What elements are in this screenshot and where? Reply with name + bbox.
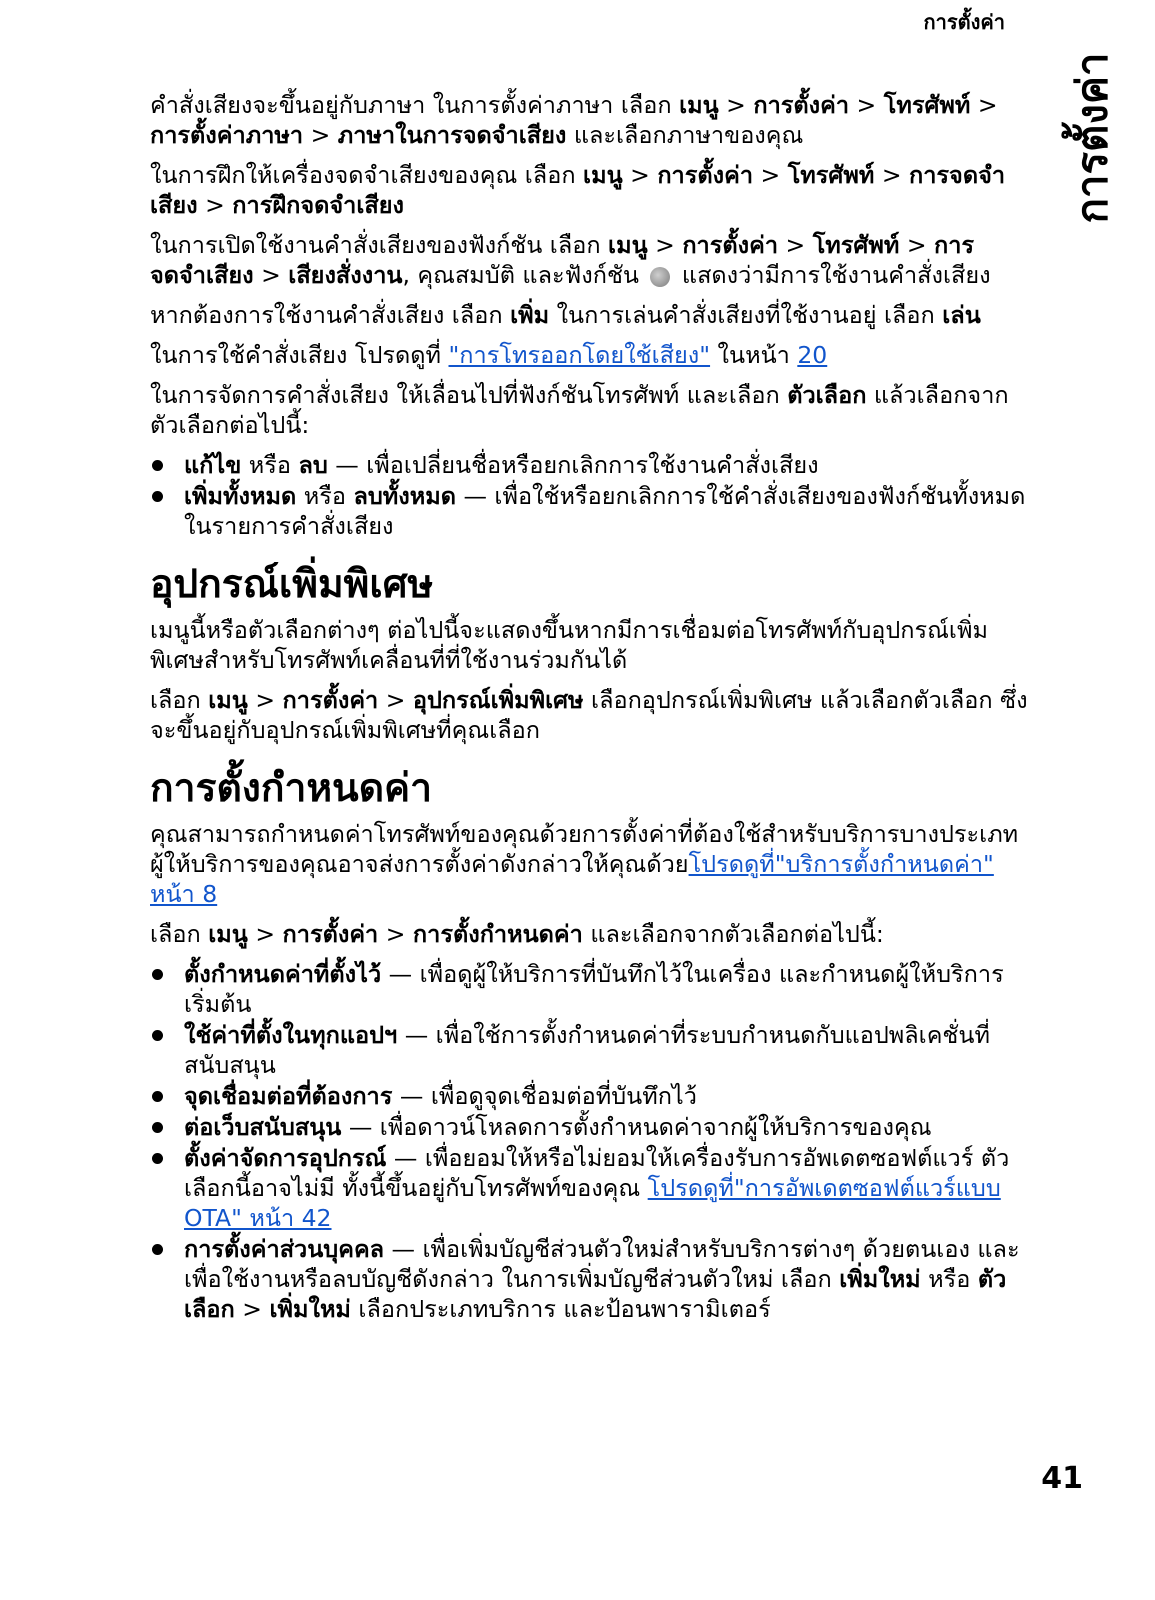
enhancements-select-paragraph: เลือก เมนู > การตั้งค่า > อุปกรณ์เพิ่มพิเศษ เลือกอุปกรณ์เพิ่มพิเศษ แล้วเลือกตัวเลือก ซึ่งจะขึ้นอยู่กับอุปกรณ์เพิ่มพิเศษที่คุณเลือก [150,686,1028,744]
list-item: การตั้งค่าส่วนบุคคล — เพื่อเพิ่มบัญชีส่วนตัวใหม่สำหรับบริการต่างๆ ด้วยตนเอง และเพื่อใช้งานหรือลบบัญชีดังกล่าว ในการเพิ่มบัญชีส่วนตัวใหม่ เลือก เพิ่มใหม่ หรือ ตัวเลือก > เพิ่มใหม่ เลือกประเภทบริการ และป้อนพารามิเตอร์ [150,1234,1030,1324]
voice-dialing-link[interactable]: "การโทรออกโดยใช้เสียง" [448,341,711,369]
enhancements-intro: เมนูนี้หรือตัวเลือกต่างๆ ต่อไปนี้จะแสดงขึ้นหากมีการเชื่อมต่อโทรศัพท์กับอุปกรณ์เพิ่มพิเศษสำหรับโทรศัพท์เคลื่อนที่ที่ใช้งานร่วมกันได้ [150,616,988,674]
voice-command-icon [650,267,670,287]
running-header: การตั้งค่า [923,10,1005,34]
config-service-link[interactable]: โปรดดูที่"บริการตั้งกำหนดค่า" หน้า 8 [150,850,994,908]
configuration-select-paragraph: เลือก เมนู > การตั้งค่า > การตั้งกำหนดค่า และเลือกจากตัวเลือกต่อไปนี้: [150,920,884,948]
page-number: 41 [1041,1461,1083,1496]
voice-activation-paragraph: ในการเปิดใช้งานคำสั่งเสียงของฟังก์ชัน เลือก เมนู > การตั้งค่า > โทรศัพท์ > การจดจำเสียง > เสียงสั่งงาน, คุณสมบัติ และฟังก์ชัน แสดงว่ามีการใช้งานคำสั่งเสียง [150,231,991,289]
voice-options-list [150,450,1030,541]
page-content [150,90,1030,1334]
list-item: ตั้งค่าจัดการอุปกรณ์ — เพื่อยอมให้หรือไม่ยอมให้เครื่องรับการอัพเดตซอฟต์แวร์ ตัวเลือกนี้อาจไม่มี ทั้งนี้ขึ้นอยู่กับโทรศัพท์ของคุณ โปรดดูที่"การอัพเดตซอฟต์แวร์แบบ OTA" หน้า 42 [150,1143,1030,1233]
voice-manage-paragraph: ในการจัดการคำสั่งเสียง ให้เลื่อนไปที่ฟังก์ชันโทรศัพท์ และเลือก ตัวเลือก แล้วเลือกจากตัวเลือกต่อไปนี้: [150,381,1009,439]
configuration-options-list [150,959,1030,1324]
side-tab-label: การตั้งค่า [1068,52,1118,224]
enhancements-heading: อุปกรณ์เพิ่มพิเศษ [150,562,434,607]
list-item: ใช้ค่าที่ตั้งในทุกแอปฯ — เพื่อใช้การตั้งกำหนดค่าที่ระบบกำหนดกับแอปพลิเคชั่นที่สนับสนุน [150,1020,1030,1080]
list-item: ต่อเว็บสนับสนุน — เพื่อดาวน์โหลดการตั้งกำหนดค่าจากผู้ให้บริการของคุณ [150,1112,1030,1142]
ota-update-link[interactable]: โปรดดูที่"การอัพเดตซอฟต์แวร์แบบ OTA" หน้า 42 [184,1174,1001,1232]
voice-dialing-paragraph: ในการใช้คำสั่งเสียง โปรดดูที่ "การโทรออกโดยใช้เสียง" ในหน้า 20 [150,341,828,369]
list-item: เพิ่มทั้งหมด หรือ ลบทั้งหมด — เพื่อใช้หรือยกเลิกการใช้คำสั่งเสียงของฟังก์ชันทั้งหมดในรายการคำสั่งเสียง [150,481,1030,541]
configuration-heading: การตั้งกำหนดค่า [150,766,433,811]
voice-training-paragraph: ในการฝึกให้เครื่องจดจำเสียงของคุณ เลือก เมนู > การตั้งค่า > โทรศัพท์ > การจดจำเสียง > การฝึกจดจำเสียง [150,161,1006,219]
section-side-tab [1058,48,1128,228]
voice-play-paragraph: หากต้องการใช้งานคำสั่งเสียง เลือก เพิ่ม ในการเล่นคำสั่งเสียงที่ใช้งานอยู่ เลือก เล่น [150,301,981,329]
list-item: จุดเชื่อมต่อที่ต้องการ — เพื่อดูจุดเชื่อมต่อที่บันทึกไว้ [150,1081,1030,1111]
page-20-link[interactable]: 20 [797,341,828,369]
voice-language-paragraph: คำสั่งเสียงจะขึ้นอยู่กับภาษา ในการตั้งค่าภาษา เลือก เมนู > การตั้งค่า > โทรศัพท์ > การตั้งค่าภาษา > ภาษาในการจดจำเสียง และเลือกภาษาของคุณ [150,91,998,149]
list-item: ตั้งกำหนดค่าที่ตั้งไว้ — เพื่อดูผู้ให้บริการที่บันทึกไว้ในเครื่อง และกำหนดผู้ให้บริการเริ่มต้น [150,959,1030,1019]
configuration-intro: คุณสามารถกำหนดค่าโทรศัพท์ของคุณด้วยการตั้งค่าที่ต้องใช้สำหรับบริการบางประเภท ผู้ให้บริการของคุณอาจส่งการตั้งค่าดังกล่าวให้คุณด้วยโปรดดูที่"บริการตั้งกำหนดค่า" หน้า 8 [150,820,1019,908]
list-item: แก้ไข หรือ ลบ — เพื่อเปลี่ยนชื่อหรือยกเลิกการใช้งานคำสั่งเสียง [150,450,1030,480]
